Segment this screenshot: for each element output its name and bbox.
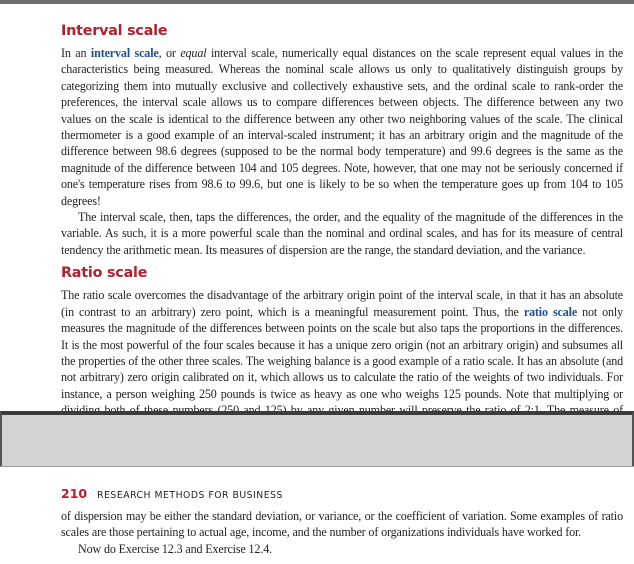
page-number: 210: [61, 486, 88, 501]
continued-paragraph: of dispersion may be either the standard deviation, or variance, or the coefficient of variation. Some examples of ratio scales are those pertaining to actual age, income, and the number of organizations individuals have worked for.: [61, 509, 623, 540]
text-run: interval scale, numerically equal distances on the scale represent equal values in the characteristics being measured. Whereas the nominal scale allows us only to qualitatively distinguish groups by categorizing them into mutually exclusive and collectively exhaustive sets, and the ordinal scale to rank-order the preferences, the interval scale allows us to compare differences between objects. The difference between any two values on the scale is identical to the difference between any other two neighboring values of the scale. The clinical thermometer is a good example of an interval-scaled instrument; it has an arbitrary origin and the magnitude of the difference between 98.6 degrees (supposed to be the normal body temperature) and 99.6 degrees is the same as the magnitude of the difference between 104 and 105 degrees. Note, however, that one may not be seriously concerned if one's temperature rises from 98.6 to 99.6, but one is likely to be so when the temperature goes up from 104 to 105 degrees!: [61, 46, 623, 208]
interval-scale-heading: Interval scale: [61, 23, 168, 39]
exercise-instruction: Now do Exercise 12.3 and Exercise 12.4.: [78, 541, 272, 556]
ratio-scale-heading: Ratio scale: [61, 265, 148, 282]
equal-italic: equal: [180, 46, 207, 60]
interval-scale-paragraph-1: [61, 45, 623, 209]
ratio-scale-term: ratio scale: [523, 304, 578, 319]
top-page-rule: [0, 0, 634, 4]
running-header: [61, 485, 283, 503]
text-run: The ratio scale overcomes the disadvantage of the arbitrary origin point of the interval scale, in that it has an absolute (in contrast to an arbitrary) zero point, which is a meaningful measurement point. Thus, the: [61, 288, 623, 319]
interval-scale-paragraph-2: The interval scale, then, taps the differences, the order, and the equality of the magnitude of the differences in the variable. As such, it is a more powerful scale than the nominal and ordinal scales, and has for its measure of central tendency the arithmetic mean. Its measures of dispersion are the range, the standard deviation, and the variance.: [61, 210, 623, 257]
page-lower: [61, 508, 623, 557]
page-upper: [61, 22, 623, 435]
text-run: , or: [158, 46, 181, 60]
book-title: RESEARCH METHODS FOR BUSINESS: [97, 490, 283, 501]
page2-top-rule: [0, 466, 634, 467]
text-run: In an: [61, 46, 91, 60]
page-break: [0, 411, 634, 466]
interval-scale-term: interval scale: [90, 46, 159, 60]
text-run: not only measures the magnitude of the differences between points on the scale but also taps the proportions in the differences. It is the most powerful of the four scales because it has a unique zero origin (not an arbitrary origin) and subsumes all the properties of the other three scales. The weighing balance is a good example of a ratio scale. It has an absolute (and not arbitrary) zero origin calibrated on it, which allows us to calculate the ratio of the weights of two individuals. For instance, a person weighing 250 pounds is twice as heavy as one who weighs 125 pounds. Note that multiplying or: [61, 304, 624, 401]
